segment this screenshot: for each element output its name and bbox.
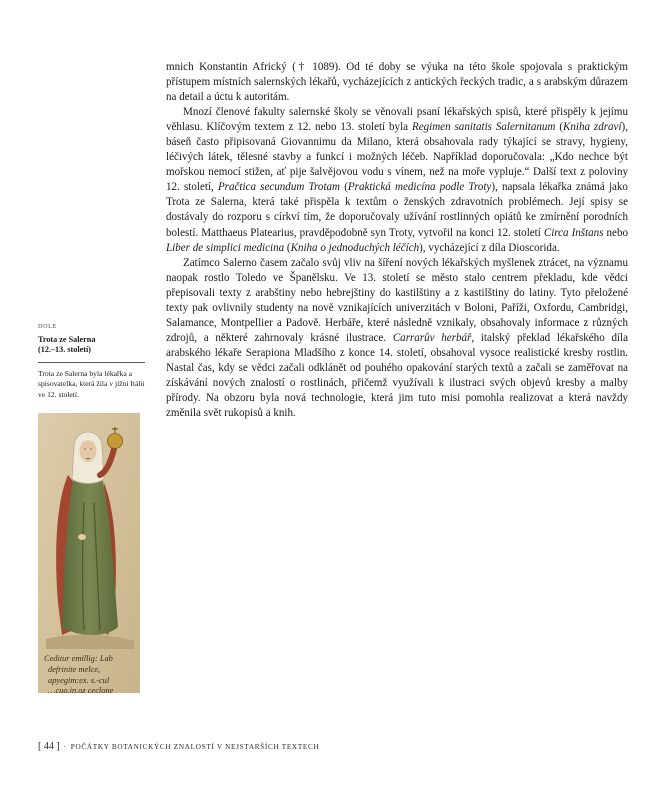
manuscript-painting [38, 413, 140, 693]
script-line: …cuo.in.oz ceclone [48, 686, 114, 693]
page-number: [ 44 ] [38, 741, 60, 752]
running-title: POČÁTKY BOTANICKÝCH ZNALOSTÍ V NEJSTARŠÍCH TEXTECH [70, 743, 320, 751]
paragraph-3: Zatímco Salerno časem začalo svůj vliv na šíření nových lékařských myšlenek ztrácet, na významu naopak rostlo Toledo ve Španělsku. Ve 13. století se město stalo centrem překladu, kde vědci přepisovali texty z arabštiny nebo hebrejštiny do kastilštiny a z kastilštiny do latiny. Tyto přeložené texty pak ovlivnily studenty na nově vznikajících univerzitách v Boloni, Paříži, Oxfordu, Cambridgi, Salamance, Montpellier a Padově. Herbáře, které následně vznikaly, obsahovaly informace z různých zdrojů, a některé zahrnovaly krásné ilustrace. Carrarův herbář, italský překlad lékařského díla arabského lékaře Serapiona Mladšího z konce 14. století, obsahoval vysoce realistické kresby rostlin. Nastal čas, kdy se vědci začali odklánět od pouhého opakování starých textů a začali se zaměřovat na získávání nových znalostí o rostlinách, přičemž využívali k ilustraci svých objevů kresby a malby přírody. Na obzoru byla nová technologie, která jim tuto misi pomohla realizovat a která navždy změnila svět rukopisů a knih. [166, 256, 629, 420]
golden-orb [108, 434, 123, 449]
page-footer [38, 741, 598, 752]
main-text [166, 60, 628, 421]
trota-illustration [38, 413, 140, 693]
script-line: apyegim:ex. s.-cul [48, 676, 110, 685]
caption-description: Trota ze Salerna byla lékařka a spisovatelka, která žila v jižní Itálii ve 12. století. [38, 368, 145, 400]
script-line: defrinite melce, [48, 665, 101, 674]
caption-divider [38, 362, 145, 363]
script-line: Ceditur emillig: Lab [44, 654, 113, 663]
footer-separator: · [63, 742, 67, 751]
figure-caption [38, 322, 145, 401]
paragraph-1: mnich Konstantin Africký († 1089). Od té doby se výuka na této škole spojovala s praktickým přístupem místních salernských lékařů, vycházejících z antických řeckých tradic, a s arabským důrazem na detail a úctu k autoritám. [166, 61, 628, 104]
caption-position-label: DOLE [38, 323, 57, 330]
caption-title: Trota ze Salerna (12.–13. století) [38, 334, 96, 354]
paragraph-2: Mnozí členové fakulty salernské školy se věnovali psaní lékařských spisů, které přispěly k jejímu věhlasu. Klíčovým textem z 12. nebo 13. století byla Regimen sanitatis Salernitanum (Kniha zdraví), báseň často připisovaná Giovannimu da Milano, která obsahovala rady týkající se stravy, hygieny, léčivých látek, tělesné stavby a funkcí i možných léčeb. Například doporučovala: „Kdo nechce být mořskou nemocí stižen, ať pije šalvějovou vodu s vínem, než na moře vypluje.“ Další text z poloviny 12. století, Pračtica secundum Trotam (Praktická medicína podle Troty), napsala lékařka známá jako Trota ze Salerna, která také přispěla k textům o ženských zdravotních problémech. Její spisy se dostávaly do rozporu s církví tím, že doporučovaly užívání rostlinných opiátů ke zmírnění porodních bolestí. Matthaeus Platearius, pravděpodobně syn Troty, vytvořil na konci 12. století Circa Inštans nebo Liber de simplici medicina (Kniha o jednoduchých léčích), vycházející z díla Dioscorida. [166, 106, 628, 254]
